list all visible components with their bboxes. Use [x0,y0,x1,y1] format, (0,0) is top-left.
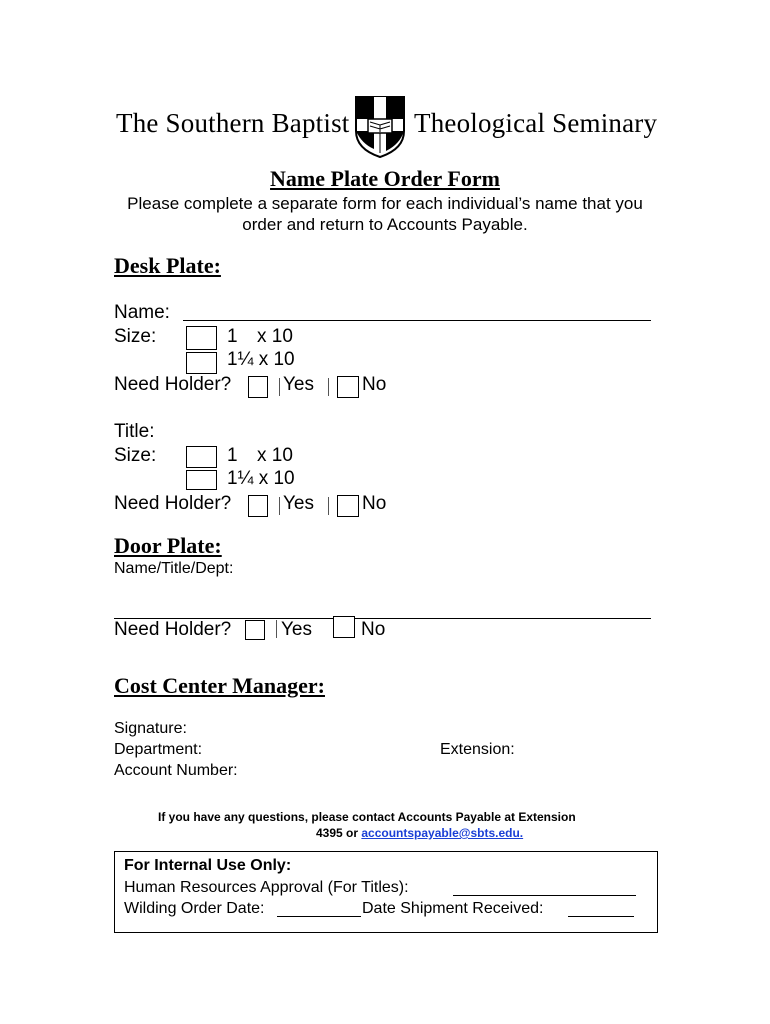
divider [279,378,280,396]
hr-approval-field[interactable] [453,895,636,896]
internal-heading: For Internal Use Only: [124,857,292,874]
door-holder-label: Need Holder? [114,619,232,640]
title-size-opt1-b: x 10 [257,445,293,466]
door-ntd-label: Name/Title/Dept: [114,560,234,577]
org-name-left: The Southern Baptist [116,108,350,138]
divider [276,620,277,638]
title-size-1x10-checkbox[interactable] [186,446,217,468]
desk-title-label: Title: [114,421,155,442]
instructions-line1: Please complete a separate form for each individual’s name that you [127,194,643,213]
shipment-label: Date Shipment Received: [362,900,544,917]
email-link[interactable]: accountspayable@sbts.edu. [361,826,524,840]
door-plate-heading: Door Plate: [114,533,222,558]
desk-title-size-label: Size: [114,445,157,466]
cost-center-heading: Cost Center Manager: [114,673,325,698]
desk-holder-yes-label: Yes [283,374,314,395]
desk-holder-label: Need Holder? [114,374,232,395]
desk-holder-no-label: No [362,374,387,395]
wilding-order-label: Wilding Order Date: [124,900,265,917]
desk-size-1quarter-checkbox[interactable] [186,352,217,374]
title-size-1quarter-checkbox[interactable] [186,470,217,490]
desk-size-opt2: 1¼ x 10 [227,349,295,370]
divider [328,378,329,396]
divider [279,497,280,515]
desk-name-field[interactable] [183,320,651,321]
title-holder-yes-label: Yes [283,493,314,514]
desk-plate-heading: Desk Plate: [114,253,221,278]
extension-label: Extension: [440,741,515,758]
form-title: Name Plate Order Form [270,166,500,191]
divider [328,497,329,515]
desk-size-opt1-b: x 10 [257,326,293,347]
desk-size-1x10-checkbox[interactable] [186,326,217,350]
wilding-order-field[interactable] [277,916,361,917]
contact-line2 [316,826,523,840]
title-holder-no-checkbox[interactable] [337,495,359,517]
title-size-opt1-a: 1 [227,445,238,466]
shipment-field[interactable] [568,916,634,917]
hr-approval-label: Human Resources Approval (For Titles): [124,879,409,896]
signature-label: Signature: [114,720,187,737]
desk-size-label: Size: [114,326,157,347]
desk-holder-no-checkbox[interactable] [337,376,359,398]
instructions-line2: order and return to Accounts Payable. [242,215,528,234]
door-holder-no-checkbox[interactable] [333,616,355,638]
contact-line1: If you have any questions, please contact Accounts Payable at Extension [158,810,576,824]
department-label: Department: [114,741,203,758]
desk-size-opt1-a: 1 [227,326,238,347]
desk-name-label: Name: [114,302,170,323]
door-holder-yes-label: Yes [281,619,312,640]
door-holder-yes-checkbox[interactable] [245,620,265,640]
title-holder-no-label: No [362,493,387,514]
door-holder-no-label: No [361,619,386,640]
account-number-label: Account Number: [114,762,238,779]
org-name-right: Theological Seminary [414,108,658,138]
contact-prefix: 4395 or [316,826,362,840]
desk-holder-yes-checkbox[interactable] [248,376,268,398]
shield-crest-icon [354,95,406,159]
title-holder-yes-checkbox[interactable] [248,495,268,517]
title-size-opt2: 1¼ x 10 [227,468,295,489]
title-holder-label: Need Holder? [114,493,232,514]
